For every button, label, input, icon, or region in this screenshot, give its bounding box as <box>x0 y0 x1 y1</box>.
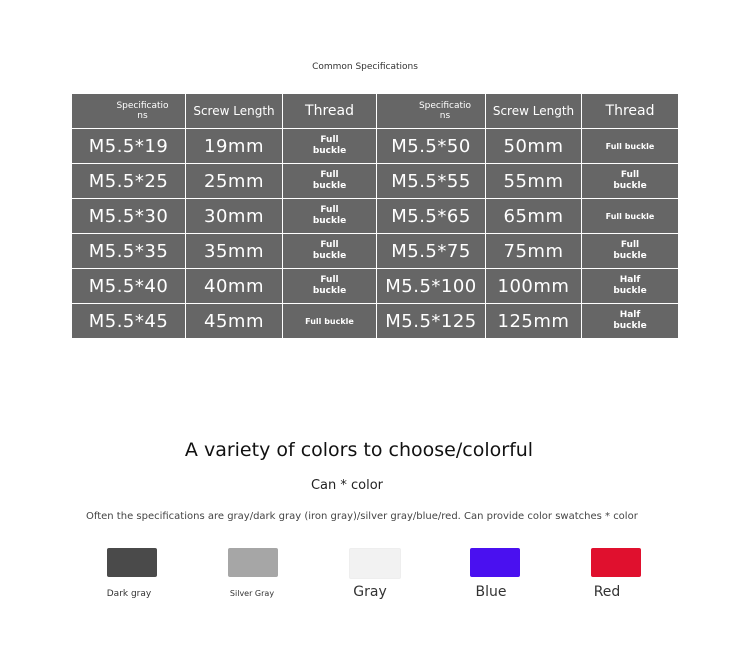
thread-cell: Full buckle <box>582 164 679 199</box>
spec-table <box>71 93 679 339</box>
swatch-label-red: Red <box>593 584 621 600</box>
length-cell: 25mm <box>186 164 283 199</box>
header-spec-2: Specificatio ns <box>377 94 486 129</box>
length-cell: 35mm <box>186 234 283 269</box>
spec-cell: M5.5*25 <box>72 164 186 199</box>
length-cell: 125mm <box>486 304 582 339</box>
length-cell: 19mm <box>186 129 283 164</box>
swatch-red <box>591 548 641 577</box>
table-row <box>72 129 679 164</box>
table-row <box>72 269 679 304</box>
spec-cell: M5.5*45 <box>72 304 186 339</box>
thread-cell: Full buckle <box>283 269 377 304</box>
header-thread: Thread <box>283 94 377 129</box>
length-cell: 50mm <box>486 129 582 164</box>
length-cell: 100mm <box>486 269 582 304</box>
length-cell: 30mm <box>186 199 283 234</box>
spec-title: Common Specifications <box>312 62 418 72</box>
header-thread-2: Thread <box>582 94 679 129</box>
swatch-gray <box>349 548 401 579</box>
colors-subtitle: Can * color <box>310 478 384 493</box>
length-cell: 55mm <box>486 164 582 199</box>
length-cell: 75mm <box>486 234 582 269</box>
thread-cell: Full buckle <box>283 164 377 199</box>
spec-cell: M5.5*100 <box>377 269 486 304</box>
spec-cell: M5.5*40 <box>72 269 186 304</box>
thread-cell: Half buckle <box>582 269 679 304</box>
length-cell: 40mm <box>186 269 283 304</box>
swatch-label-gray: Gray <box>353 584 387 600</box>
thread-cell: Half buckle <box>582 304 679 339</box>
thread-cell: Full buckle <box>582 129 679 164</box>
thread-cell: Full buckle <box>283 199 377 234</box>
header-length-2: Screw Length <box>486 94 582 129</box>
thread-cell: Full buckle <box>283 304 377 339</box>
swatch-silver-gray <box>228 548 278 577</box>
table-row <box>72 304 679 339</box>
header-length: Screw Length <box>186 94 283 129</box>
spec-cell: M5.5*125 <box>377 304 486 339</box>
swatch-dark-gray <box>107 548 157 577</box>
table-row <box>72 199 679 234</box>
length-cell: 45mm <box>186 304 283 339</box>
colors-note: Often the specifications are gray/dark gray (iron gray)/silver gray/blue/red. Can provide color swatches * color <box>86 511 638 522</box>
spec-cell: M5.5*50 <box>377 129 486 164</box>
table-header-row <box>72 94 679 129</box>
swatch-label-silver-gray: Silver Gray <box>229 589 275 598</box>
spec-cell: M5.5*19 <box>72 129 186 164</box>
thread-cell: Full buckle <box>582 199 679 234</box>
table-row <box>72 164 679 199</box>
spec-cell: M5.5*35 <box>72 234 186 269</box>
spec-cell: M5.5*65 <box>377 199 486 234</box>
thread-cell: Full buckle <box>582 234 679 269</box>
thread-cell: Full buckle <box>283 129 377 164</box>
spec-cell: M5.5*30 <box>72 199 186 234</box>
header-spec: Specificatio ns <box>72 94 186 129</box>
thread-cell: Full buckle <box>283 234 377 269</box>
colors-title: A variety of colors to choose/colorful <box>184 439 534 461</box>
table-row <box>72 234 679 269</box>
length-cell: 65mm <box>486 199 582 234</box>
spec-cell: M5.5*75 <box>377 234 486 269</box>
spec-cell: M5.5*55 <box>377 164 486 199</box>
swatch-label-dark-gray: Dark gray <box>106 589 152 599</box>
swatch-blue <box>470 548 520 577</box>
swatch-label-blue: Blue <box>475 584 507 600</box>
